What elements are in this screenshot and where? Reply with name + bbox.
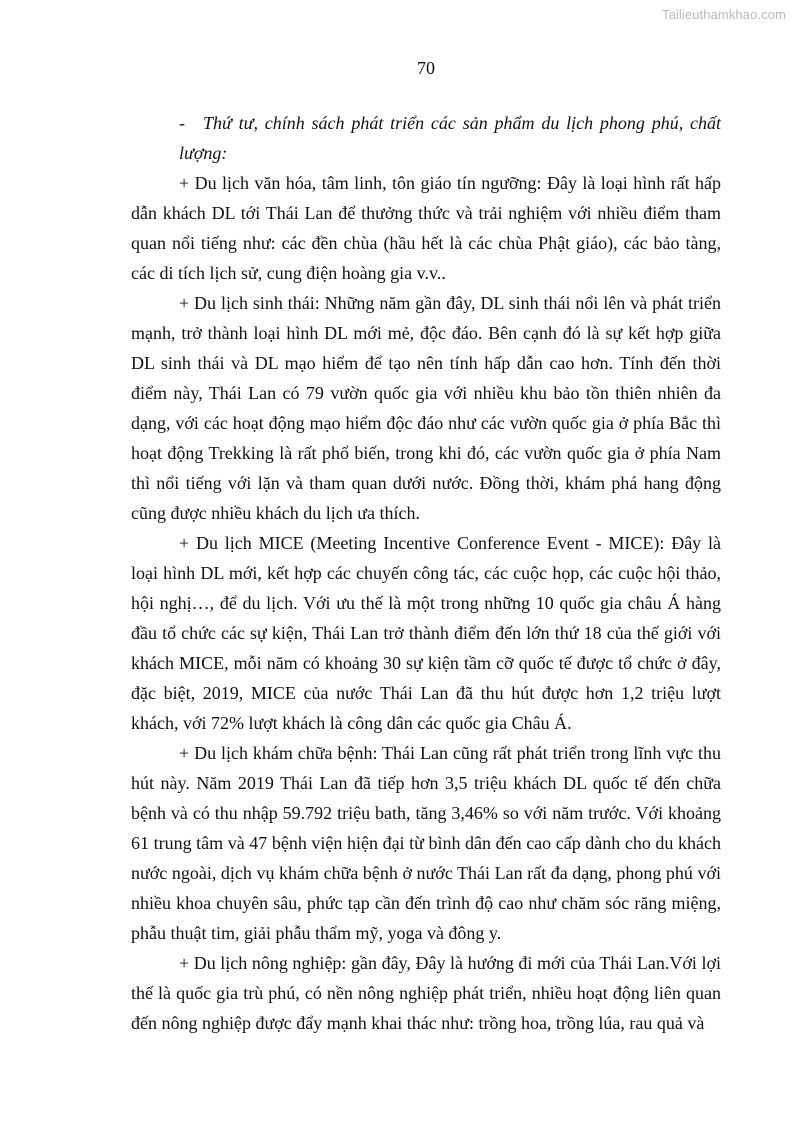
paragraph-eco-tourism: + Du lịch sinh thái: Những năm gần đây, DL sinh thái nổi lên và phát triển mạnh, trở thành loại hình DL mới mẻ, độc đáo. Bên cạnh đó là sự kết hợp giữa DL sinh thái và DL mạo hiểm để tạo nên tính hấp dẫn cao hơn. Tính đến thời điểm này, Thái Lan có 79 vườn quốc gia với nhiều khu bảo tồn thiên nhiên đa dạng, với các hoạt động mạo hiểm độc đáo như các vườn quốc gia ở phía Bắc thì hoạt động Trekking là rất phổ biến, trong khi đó, các vườn quốc gia ở phía Nam thì nổi tiếng với lặn và tham quan dưới nước. Đồng thời, khám phá hang động cũng được nhiều khách du lịch ưa thích. (131, 293, 721, 523)
heading-dash: - (179, 113, 185, 133)
paragraph-cultural-tourism: + Du lịch văn hóa, tâm linh, tôn giáo tín ngưỡng: Đây là loại hình rất hấp dẫn khách DL tới Thái Lan để thưởng thức và trải nghiệm với nhiều điểm tham quan nổi tiếng như: các đền chùa (hầu hết là các chùa Phật giáo), các bảo tàng, các di tích lịch sử, cung điện hoàng gia v.v.. (131, 173, 721, 283)
section-heading (131, 108, 721, 168)
heading-text: Thứ tư, chính sách phát triển các sản phẩm du lịch phong phú, chất lượng: (179, 113, 721, 163)
document-body (131, 108, 721, 1038)
paragraph-medical-tourism: + Du lịch khám chữa bệnh: Thái Lan cũng rất phát triển trong lĩnh vực thu hút này. Năm 2019 Thái Lan đã tiếp hơn 3,5 triệu khách DL quốc tế đến chữa bệnh và có thu nhập 59.792 triệu bath, tăng 3,46% so với năm trước. Với khoảng 61 trung tâm và 47 bệnh viện hiện đại từ bình dân đến cao cấp dành cho du khách nước ngoài, dịch vụ khám chữa bệnh ở nước Thái Lan rất đa dạng, phong phú với nhiều khoa chuyên sâu, phức tạp cần đến trình độ cao như chăm sóc răng miệng, phẫu thuật tim, giải phẫu thẩm mỹ, yoga và đông y. (131, 743, 721, 943)
page-number: 70 (417, 58, 435, 78)
paragraph-agricultural-tourism: + Du lịch nông nghiệp: gần đây, Đây là hướng đi mới của Thái Lan.Với lợi thế là quốc gia trù phú, có nền nông nghiệp phát triển, nhiều hoạt động liên quan đến nông nghiệp được đẩy mạnh khai thác như: trồng hoa, trồng lúa, rau quả và (131, 953, 721, 1033)
watermark: Tailieuthamkhao.com (661, 7, 786, 22)
paragraph-mice-tourism: + Du lịch MICE (Meeting Incentive Conference Event - MICE): Đây là loại hình DL mới, kết hợp các chuyến công tác, các cuộc họp, các cuộc hội thảo, hội nghị…, để du lịch. Với ưu thế là một trong những 10 quốc gia châu Á hàng đầu tổ chức các sự kiện, Thái Lan trở thành điểm đến lớn thứ 18 của thế giới với khách MICE, mỗi năm có khoảng 30 sự kiện tầm cỡ quốc tế được tổ chức ở đây, đặc biệt, 2019, MICE của nước Thái Lan đã thu hút được hơn 1,2 triệu lượt khách, với 72% lượt khách là công dân các quốc gia Châu Á. (131, 533, 721, 733)
